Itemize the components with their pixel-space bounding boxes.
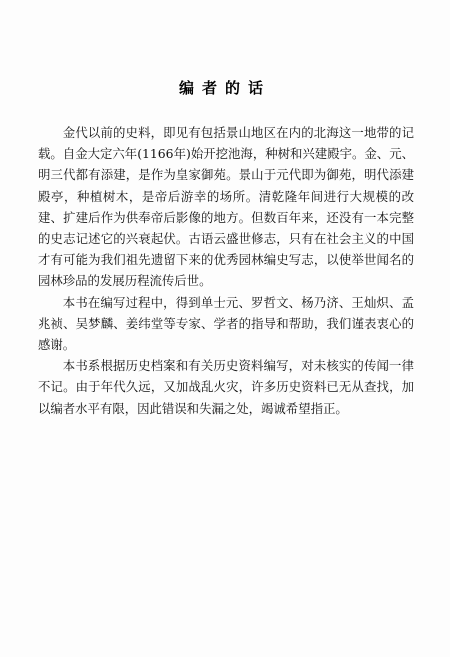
paragraph-acknowledgements: 本书在编写过程中，得到单士元、罗哲文、杨乃济、王灿炽、孟兆祯、吴梦麟、姜纬堂等专家、学者的指导和帮助，我们谨表衷心的感谢。: [38, 294, 414, 353]
paragraph-disclaimer: 本书系根据历史档案和有关历史资料编写，对未核实的传闻一律不记。由于年代久远，又加战乱火灾，许多历史资料已无从查找，加以编者水平有限，因此错误和失漏之处，竭诚希望指正。: [38, 358, 414, 416]
page-title: 编者的话: [178, 79, 271, 97]
body-text: [38, 122, 414, 419]
paragraph-history: 金代以前的史料，即见有包括景山地区在内的北海这一地带的记载。自金大定六年(1166年)始开挖池海，种树和兴建殿宇。金、元、明三代都有添建，是作为皇家御苑。景山于元代即为御苑，明代添建殿亭，种植树木，是帝后游幸的场所。清乾隆年间进行大规模的改建、扩建后作为供奉帝后影像的地方。但数百年来，还没有一本完整的史志记述它的兴衰起伏。古语云盛世修志，只有在社会主义的中国才有可能为我们祖先遗留下来的优秀园林编史写志，以使举世闻名的园林珍品的发展历程流传后世。: [38, 125, 414, 289]
